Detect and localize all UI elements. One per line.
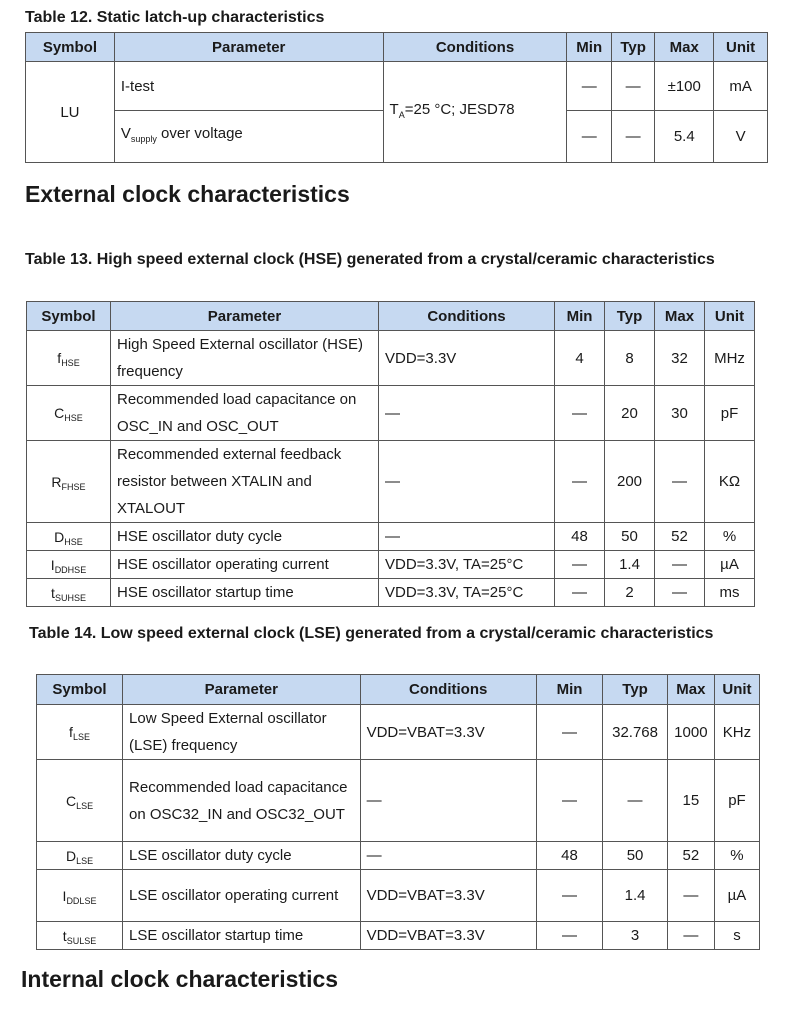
cond-sub: A [398, 109, 405, 120]
conditions-cell: — [379, 523, 555, 551]
symbol-subscript: LSE [72, 732, 90, 742]
param-rest: over voltage [156, 125, 243, 142]
header-max: Max [667, 675, 714, 705]
unit-cell: µA [714, 870, 759, 922]
table-row [37, 922, 760, 950]
symbol-cell [37, 842, 123, 870]
typ-cell: 50 [603, 842, 668, 870]
header-typ: Typ [603, 675, 668, 705]
max-cell: — [655, 441, 705, 523]
min-cell: 4 [555, 331, 605, 386]
header-parameter: Parameter [114, 33, 383, 62]
param-cell: Recommended external feedback resistor between XTALIN and XTALOUT [111, 441, 379, 523]
min-cell: 48 [536, 842, 603, 870]
symbol-main: C [65, 792, 77, 809]
header-symbol: Symbol [26, 33, 115, 62]
table-13-header-row [27, 302, 755, 331]
header-max: Max [655, 302, 705, 331]
table-row [27, 441, 755, 523]
conditions-cell: VDD=VBAT=3.3V [360, 705, 536, 760]
min-cell: — [567, 62, 611, 111]
typ-cell: 50 [605, 523, 655, 551]
unit-cell: mA [714, 62, 768, 111]
min-cell: — [536, 705, 603, 760]
symbol-cell [27, 386, 111, 441]
symbol-cell [37, 760, 123, 842]
param-cell: HSE oscillator startup time [111, 579, 379, 607]
unit-cell: V [714, 111, 768, 163]
param-cell [114, 62, 383, 111]
table-row [37, 705, 760, 760]
conditions-cell: — [379, 386, 555, 441]
min-cell: — [536, 870, 603, 922]
symbol-main: f [69, 724, 73, 740]
unit-cell: % [714, 842, 759, 870]
symbol-main: f [57, 350, 62, 366]
param-cell: LSE oscillator operating current [123, 870, 361, 922]
typ-cell: 200 [605, 441, 655, 523]
min-cell: — [555, 386, 605, 441]
table-row [37, 760, 760, 842]
typ-cell: 32.768 [603, 705, 668, 760]
header-typ: Typ [605, 302, 655, 331]
param-cell: High Speed External oscillator (HSE) frequency [111, 331, 379, 386]
min-cell: — [536, 760, 603, 842]
max-cell: 52 [655, 523, 705, 551]
symbol-main: C [54, 405, 65, 421]
header-typ: Typ [611, 33, 654, 62]
symbol-subscript: SUHSE [54, 592, 86, 603]
header-conditions: Conditions [379, 302, 555, 331]
max-cell: 32 [655, 331, 705, 386]
symbol-cell [37, 705, 123, 760]
symbol-cell [27, 523, 111, 551]
typ-cell: — [611, 111, 654, 163]
header-min: Min [555, 302, 605, 331]
param-cell: HSE oscillator duty cycle [111, 523, 379, 551]
header-parameter: Parameter [111, 302, 379, 331]
typ-cell: — [603, 760, 668, 842]
conditions-cell [383, 62, 567, 163]
symbol-cell [27, 551, 111, 579]
param-text: V [120, 125, 131, 142]
symbol-subscript: SULSE [66, 935, 97, 946]
table-row [27, 331, 755, 386]
table-13 [26, 301, 755, 607]
header-conditions: Conditions [383, 33, 567, 62]
cond-rest: =25 °C; JESD78 [404, 100, 515, 118]
table-14-header-row [37, 675, 760, 705]
min-cell: 48 [555, 523, 605, 551]
unit-cell: KΩ [705, 441, 755, 523]
symbol-subscript: LSE [76, 855, 94, 866]
conditions-cell: VDD=VBAT=3.3V [360, 870, 536, 922]
header-symbol: Symbol [27, 302, 111, 331]
max-cell: 5.4 [655, 111, 714, 163]
symbol-main: t [51, 584, 55, 601]
param-cell: LSE oscillator startup time [123, 922, 361, 950]
max-cell: — [655, 551, 705, 579]
typ-cell: — [611, 62, 654, 111]
header-unit: Unit [714, 33, 768, 62]
max-cell: ±100 [655, 62, 714, 111]
symbol-lu: LU [26, 62, 115, 163]
min-cell: — [567, 111, 611, 163]
param-cell: HSE oscillator operating current [111, 551, 379, 579]
param-cell [114, 111, 383, 163]
symbol-cell [27, 441, 111, 523]
table-14 [36, 674, 760, 950]
max-cell: 1000 [667, 705, 714, 760]
conditions-cell: VDD=3.3V, TA=25°C [379, 579, 555, 607]
min-cell: — [555, 441, 605, 523]
unit-cell: s [714, 922, 759, 950]
header-conditions: Conditions [360, 675, 536, 705]
table-12 [25, 32, 768, 163]
max-cell: 15 [667, 760, 714, 842]
param-sub: supply [130, 134, 157, 144]
header-min: Min [567, 33, 611, 62]
symbol-subscript: LSE [76, 800, 94, 811]
header-unit: Unit [714, 675, 759, 705]
param-cell: LSE oscillator duty cycle [123, 842, 361, 870]
param-cell: Recommended load capacitance on OSC_IN and OSC_OUT [111, 386, 379, 441]
symbol-subscript: HSE [64, 536, 83, 547]
symbol-subscript: FHSE [61, 481, 86, 492]
symbol-main: R [51, 473, 62, 490]
min-cell: — [536, 922, 603, 950]
symbol-main: D [65, 847, 77, 864]
header-unit: Unit [705, 302, 755, 331]
conditions-cell: — [360, 842, 536, 870]
table-row [27, 386, 755, 441]
symbol-cell [27, 331, 111, 386]
table-13-caption: Table 13. High speed external clock (HSE) generated from a crystal/ceramic characteristics [25, 251, 715, 268]
unit-cell: MHz [705, 331, 755, 386]
min-cell: — [555, 579, 605, 607]
param-cell: Recommended load capacitance on OSC32_IN and OSC32_OUT [123, 760, 361, 842]
table-row [27, 551, 755, 579]
table-12-header-row [26, 33, 768, 62]
min-cell: — [555, 551, 605, 579]
symbol-subscript: HSE [64, 413, 83, 423]
header-max: Max [655, 33, 714, 62]
unit-cell: % [705, 523, 755, 551]
heading-external-clock: External clock characteristics [25, 181, 350, 207]
symbol-cell [27, 579, 111, 607]
typ-cell: 1.4 [603, 870, 668, 922]
header-min: Min [536, 675, 603, 705]
header-symbol: Symbol [37, 675, 123, 705]
typ-cell: 3 [603, 922, 668, 950]
typ-cell: 20 [605, 386, 655, 441]
conditions-cell: VDD=3.3V [379, 331, 555, 386]
cond-main: T [389, 100, 399, 118]
unit-cell: µA [705, 551, 755, 579]
conditions-cell: VDD=VBAT=3.3V [360, 922, 536, 950]
table-row [26, 62, 768, 111]
typ-cell: 2 [605, 579, 655, 607]
conditions-cell: VDD=3.3V, TA=25°C [379, 551, 555, 579]
unit-cell: pF [705, 386, 755, 441]
unit-cell: ms [705, 579, 755, 607]
unit-cell: pF [714, 760, 759, 842]
table-row [37, 870, 760, 922]
table-row [37, 842, 760, 870]
symbol-subscript: DDHSE [54, 564, 87, 575]
max-cell: 52 [667, 842, 714, 870]
max-cell: — [655, 579, 705, 607]
table-14-caption: Table 14. Low speed external clock (LSE) generated from a crystal/ceramic characteristics [29, 625, 714, 642]
table-12-caption: Table 12. Static latch-up characteristics [25, 9, 325, 26]
conditions-cell: — [379, 441, 555, 523]
max-cell: — [667, 870, 714, 922]
symbol-cell [37, 922, 123, 950]
symbol-main: I [50, 556, 55, 573]
table-row [27, 579, 755, 607]
symbol-main: I [62, 887, 67, 904]
typ-cell: 1.4 [605, 551, 655, 579]
table-row [27, 523, 755, 551]
symbol-subscript: DDLSE [66, 895, 97, 906]
symbol-main: t [62, 927, 67, 944]
symbol-main: D [54, 528, 65, 545]
header-parameter: Parameter [123, 675, 361, 705]
max-cell: — [667, 922, 714, 950]
param-text: I-test [120, 77, 155, 95]
unit-cell: KHz [714, 705, 759, 760]
symbol-subscript: HSE [61, 358, 80, 368]
param-cell: Low Speed External oscillator (LSE) frequency [123, 705, 361, 760]
heading-internal-clock: Internal clock characteristics [21, 966, 339, 992]
max-cell: 30 [655, 386, 705, 441]
conditions-cell: — [360, 760, 536, 842]
typ-cell: 8 [605, 331, 655, 386]
symbol-cell [37, 870, 123, 922]
